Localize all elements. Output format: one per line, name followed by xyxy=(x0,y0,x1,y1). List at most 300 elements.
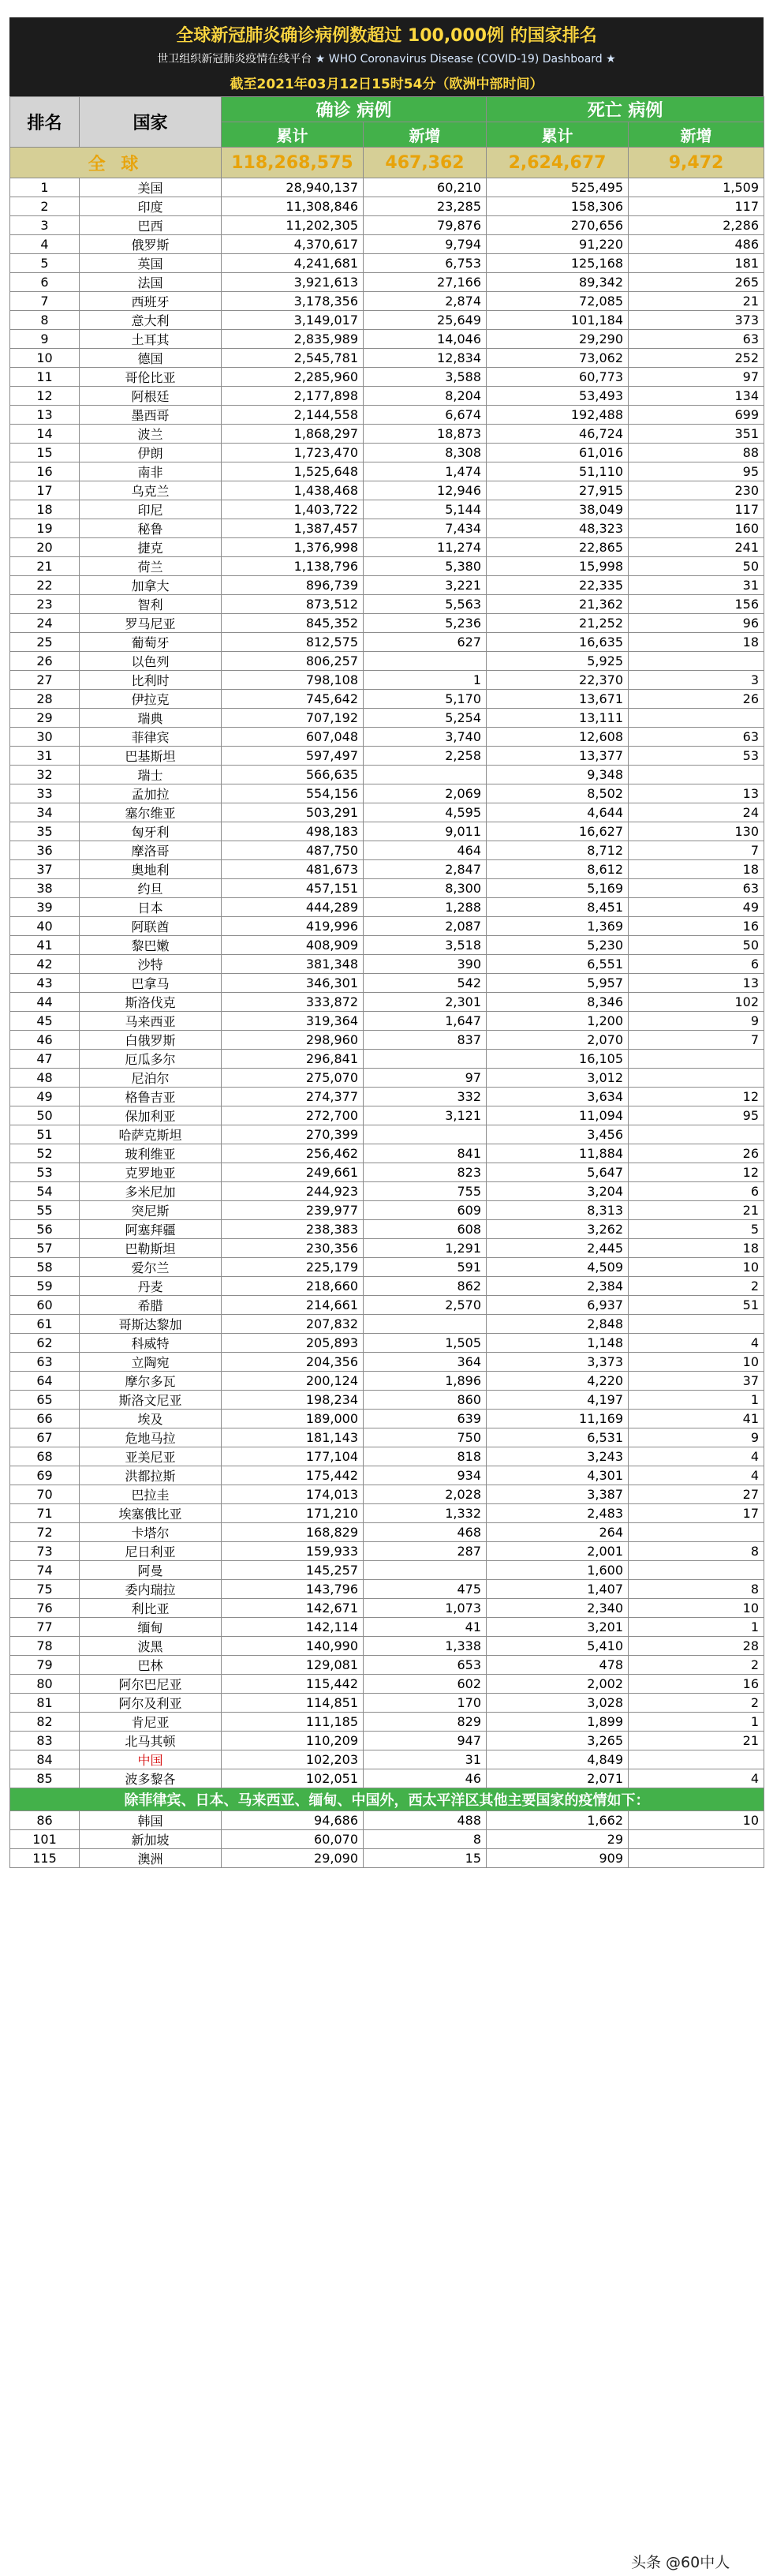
table-row xyxy=(10,1031,764,1050)
table-row xyxy=(10,292,764,311)
cell-country: 黎巴嫩 xyxy=(80,936,222,955)
table-row xyxy=(10,1466,764,1485)
cell-new_deaths: 12 xyxy=(629,1163,764,1182)
cell-new_confirmed: 31 xyxy=(364,1750,487,1769)
western-pacific-note: 除菲律宾、日本、马来西亚、缅甸、中国外，西太平洋区其他主要国家的疫情如下： xyxy=(10,1788,764,1811)
cell-country: 瑞典 xyxy=(80,709,222,728)
cell-confirmed: 168,829 xyxy=(222,1523,364,1542)
cell-new_confirmed: 79,876 xyxy=(364,216,487,235)
table-row xyxy=(10,1182,764,1201)
cell-new_deaths: 3 xyxy=(629,671,764,690)
cell-new_confirmed: 5,236 xyxy=(364,614,487,633)
cell-rank: 66 xyxy=(10,1410,80,1428)
cell-new_confirmed: 287 xyxy=(364,1542,487,1561)
cell-new_confirmed: 390 xyxy=(364,955,487,974)
cell-confirmed: 381,348 xyxy=(222,955,364,974)
cell-rank: 115 xyxy=(10,1849,80,1868)
cell-rank: 30 xyxy=(10,728,80,747)
cell-new_confirmed: 5,380 xyxy=(364,557,487,576)
extra-country-rows xyxy=(10,1811,764,1868)
cell-rank: 10 xyxy=(10,349,80,368)
cell-deaths: 2,384 xyxy=(487,1277,629,1296)
cell-confirmed: 204,356 xyxy=(222,1353,364,1372)
table-row xyxy=(10,1849,764,1868)
table-row xyxy=(10,709,764,728)
table-row xyxy=(10,197,764,216)
cell-new_confirmed: 27,166 xyxy=(364,273,487,292)
cell-new_confirmed: 12,946 xyxy=(364,481,487,500)
cell-rank: 37 xyxy=(10,860,80,879)
cell-new_deaths: 50 xyxy=(629,936,764,955)
table-row xyxy=(10,1372,764,1391)
cell-confirmed: 110,209 xyxy=(222,1732,364,1750)
country-header: 国家 xyxy=(80,97,222,148)
cell-country: 美国 xyxy=(80,178,222,197)
global-row xyxy=(10,148,764,178)
cell-new_deaths xyxy=(629,1069,764,1088)
cell-deaths: 2,848 xyxy=(487,1315,629,1334)
cell-country: 法国 xyxy=(80,273,222,292)
cell-new_deaths xyxy=(629,1523,764,1542)
cell-new_confirmed: 5,254 xyxy=(364,709,487,728)
table-row xyxy=(10,1447,764,1466)
cell-rank: 18 xyxy=(10,500,80,519)
cell-country: 埃及 xyxy=(80,1410,222,1428)
cell-deaths: 16,635 xyxy=(487,633,629,652)
cell-new_confirmed: 8 xyxy=(364,1830,487,1849)
cell-new_confirmed: 12,834 xyxy=(364,349,487,368)
global-confirmed: 118,268,575 xyxy=(222,148,364,178)
cell-country: 阿根廷 xyxy=(80,387,222,406)
cell-new_deaths: 160 xyxy=(629,519,764,538)
cell-confirmed: 225,179 xyxy=(222,1258,364,1277)
cell-new_confirmed: 488 xyxy=(364,1811,487,1830)
cell-confirmed: 1,868,297 xyxy=(222,425,364,444)
cell-confirmed: 346,301 xyxy=(222,974,364,993)
cell-new_deaths: 351 xyxy=(629,425,764,444)
cell-new_deaths: 4 xyxy=(629,1334,764,1353)
confirmed-new-header: 新增 xyxy=(364,122,487,148)
cell-new_deaths: 24 xyxy=(629,803,764,822)
cell-new_confirmed: 841 xyxy=(364,1144,487,1163)
cell-new_deaths: 102 xyxy=(629,993,764,1012)
cell-deaths: 2,340 xyxy=(487,1599,629,1618)
cell-rank: 48 xyxy=(10,1069,80,1088)
cell-rank: 39 xyxy=(10,898,80,917)
cell-rank: 36 xyxy=(10,841,80,860)
cell-country: 西班牙 xyxy=(80,292,222,311)
cell-new_deaths: 26 xyxy=(629,690,764,709)
cell-new_deaths: 156 xyxy=(629,595,764,614)
cell-new_confirmed: 1,338 xyxy=(364,1637,487,1656)
table-row xyxy=(10,1504,764,1523)
cell-country: 白俄罗斯 xyxy=(80,1031,222,1050)
cell-confirmed: 28,940,137 xyxy=(222,178,364,197)
cell-new_confirmed: 7,434 xyxy=(364,519,487,538)
cell-new_confirmed: 5,563 xyxy=(364,595,487,614)
table-row xyxy=(10,1201,764,1220)
cell-new_confirmed: 2,570 xyxy=(364,1296,487,1315)
cell-deaths: 6,531 xyxy=(487,1428,629,1447)
cell-new_deaths: 63 xyxy=(629,330,764,349)
cell-rank: 15 xyxy=(10,444,80,462)
cell-new_confirmed: 837 xyxy=(364,1031,487,1050)
table-row xyxy=(10,803,764,822)
cell-confirmed: 2,545,781 xyxy=(222,349,364,368)
cell-deaths: 2,001 xyxy=(487,1542,629,1561)
global-new-confirmed: 467,362 xyxy=(364,148,487,178)
cell-new_deaths xyxy=(629,1750,764,1769)
cell-new_deaths xyxy=(629,1561,764,1580)
cell-country: 亚美尼亚 xyxy=(80,1447,222,1466)
cell-country: 摩洛哥 xyxy=(80,841,222,860)
cell-deaths: 3,456 xyxy=(487,1125,629,1144)
cell-deaths: 6,937 xyxy=(487,1296,629,1315)
cell-new_confirmed: 823 xyxy=(364,1163,487,1182)
cell-confirmed: 198,234 xyxy=(222,1391,364,1410)
cell-rank: 47 xyxy=(10,1050,80,1069)
cell-rank: 2 xyxy=(10,197,80,216)
table-row xyxy=(10,1830,764,1849)
cell-new_deaths: 21 xyxy=(629,1201,764,1220)
cell-rank: 50 xyxy=(10,1106,80,1125)
cell-country: 意大利 xyxy=(80,311,222,330)
cell-confirmed: 11,308,846 xyxy=(222,197,364,216)
cell-rank: 85 xyxy=(10,1769,80,1788)
cell-confirmed: 2,144,558 xyxy=(222,406,364,425)
table-row xyxy=(10,917,764,936)
cell-confirmed: 205,893 xyxy=(222,1334,364,1353)
cell-country: 爱尔兰 xyxy=(80,1258,222,1277)
cell-country: 北马其顿 xyxy=(80,1732,222,1750)
cell-new_confirmed: 170 xyxy=(364,1694,487,1713)
cell-country: 斯洛伐克 xyxy=(80,993,222,1012)
cell-deaths: 1,407 xyxy=(487,1580,629,1599)
cell-confirmed: 11,202,305 xyxy=(222,216,364,235)
cell-new_deaths: 28 xyxy=(629,1637,764,1656)
cell-new_confirmed: 1,291 xyxy=(364,1239,487,1258)
cell-new_confirmed: 653 xyxy=(364,1656,487,1675)
cell-country: 土耳其 xyxy=(80,330,222,349)
table-row xyxy=(10,1050,764,1069)
cell-rank: 32 xyxy=(10,766,80,784)
cell-deaths: 3,012 xyxy=(487,1069,629,1088)
cell-new_deaths: 97 xyxy=(629,368,764,387)
cell-country: 希腊 xyxy=(80,1296,222,1315)
table-row xyxy=(10,728,764,747)
cell-country: 阿塞拜疆 xyxy=(80,1220,222,1239)
cell-new_deaths: 63 xyxy=(629,879,764,898)
cell-country: 哥伦比亚 xyxy=(80,368,222,387)
table-row xyxy=(10,898,764,917)
cell-new_confirmed: 23,285 xyxy=(364,197,487,216)
cell-new_deaths: 4 xyxy=(629,1466,764,1485)
cell-rank: 76 xyxy=(10,1599,80,1618)
cell-country: 瑞士 xyxy=(80,766,222,784)
cell-deaths: 9,348 xyxy=(487,766,629,784)
cell-country: 南非 xyxy=(80,462,222,481)
cell-deaths: 5,957 xyxy=(487,974,629,993)
cell-rank: 13 xyxy=(10,406,80,425)
cell-new_deaths: 12 xyxy=(629,1088,764,1106)
cell-country: 中国 xyxy=(80,1750,222,1769)
cell-new_confirmed: 5,170 xyxy=(364,690,487,709)
cell-deaths: 478 xyxy=(487,1656,629,1675)
cell-rank: 59 xyxy=(10,1277,80,1296)
cell-confirmed: 272,700 xyxy=(222,1106,364,1125)
table-row xyxy=(10,311,764,330)
cell-country: 菲律宾 xyxy=(80,728,222,747)
cell-new_deaths: 41 xyxy=(629,1410,764,1428)
cell-rank: 34 xyxy=(10,803,80,822)
cell-country: 葡萄牙 xyxy=(80,633,222,652)
country-rows xyxy=(10,178,764,1788)
cell-new_confirmed: 1,288 xyxy=(364,898,487,917)
cell-confirmed: 111,185 xyxy=(222,1713,364,1732)
cell-deaths: 61,016 xyxy=(487,444,629,462)
note-row xyxy=(10,1788,764,1811)
cell-new_deaths: 10 xyxy=(629,1599,764,1618)
cell-country: 奥地利 xyxy=(80,860,222,879)
cell-confirmed: 115,442 xyxy=(222,1675,364,1694)
cell-rank: 28 xyxy=(10,690,80,709)
cell-confirmed: 745,642 xyxy=(222,690,364,709)
cell-new_confirmed: 1,332 xyxy=(364,1504,487,1523)
cell-new_deaths: 486 xyxy=(629,235,764,254)
cell-deaths: 8,313 xyxy=(487,1201,629,1220)
cell-new_confirmed: 9,794 xyxy=(364,235,487,254)
cell-country: 保加利亚 xyxy=(80,1106,222,1125)
cell-new_deaths: 7 xyxy=(629,1031,764,1050)
cell-confirmed: 798,108 xyxy=(222,671,364,690)
cell-rank: 17 xyxy=(10,481,80,500)
cell-new_confirmed: 829 xyxy=(364,1713,487,1732)
cell-confirmed: 444,289 xyxy=(222,898,364,917)
cell-confirmed: 812,575 xyxy=(222,633,364,652)
timestamp: 截至2021年03月12日15时54分（欧洲中部时间） xyxy=(230,77,543,92)
cell-rank: 54 xyxy=(10,1182,80,1201)
cell-rank: 20 xyxy=(10,538,80,557)
cell-new_confirmed: 2,028 xyxy=(364,1485,487,1504)
table-row xyxy=(10,1088,764,1106)
cell-country: 印尼 xyxy=(80,500,222,519)
cell-confirmed: 2,177,898 xyxy=(222,387,364,406)
table-row xyxy=(10,633,764,652)
cell-country: 智利 xyxy=(80,595,222,614)
cell-confirmed: 319,364 xyxy=(222,1012,364,1031)
cell-new_deaths: 49 xyxy=(629,898,764,917)
cell-new_confirmed: 1,474 xyxy=(364,462,487,481)
cell-deaths: 15,998 xyxy=(487,557,629,576)
table-row xyxy=(10,1599,764,1618)
cell-confirmed: 60,070 xyxy=(222,1830,364,1849)
table-row xyxy=(10,974,764,993)
cell-confirmed: 200,124 xyxy=(222,1372,364,1391)
cell-confirmed: 873,512 xyxy=(222,595,364,614)
cell-deaths: 4,301 xyxy=(487,1466,629,1485)
cell-new_confirmed: 2,301 xyxy=(364,993,487,1012)
table-row xyxy=(10,1732,764,1750)
cell-deaths: 51,110 xyxy=(487,462,629,481)
cell-rank: 27 xyxy=(10,671,80,690)
table-row xyxy=(10,1410,764,1428)
cell-new_confirmed xyxy=(364,652,487,671)
cell-country: 波多黎各 xyxy=(80,1769,222,1788)
table-row xyxy=(10,614,764,633)
cell-country: 加拿大 xyxy=(80,576,222,595)
cell-confirmed: 4,370,617 xyxy=(222,235,364,254)
table-row xyxy=(10,860,764,879)
cell-deaths: 53,493 xyxy=(487,387,629,406)
cell-deaths: 525,495 xyxy=(487,178,629,197)
cell-confirmed: 296,841 xyxy=(222,1050,364,1069)
cell-new_deaths: 2 xyxy=(629,1656,764,1675)
cell-country: 塞尔维亚 xyxy=(80,803,222,822)
cell-country: 肯尼亚 xyxy=(80,1713,222,1732)
cell-new_confirmed: 1,073 xyxy=(364,1599,487,1618)
cell-country: 伊拉克 xyxy=(80,690,222,709)
table-row xyxy=(10,595,764,614)
cell-country: 洪都拉斯 xyxy=(80,1466,222,1485)
cell-country: 厄瓜多尔 xyxy=(80,1050,222,1069)
cell-rank: 72 xyxy=(10,1523,80,1542)
cell-rank: 42 xyxy=(10,955,80,974)
table-row xyxy=(10,368,764,387)
table-row xyxy=(10,747,764,766)
cell-new_deaths: 117 xyxy=(629,500,764,519)
cell-country: 埃塞俄比亚 xyxy=(80,1504,222,1523)
table-row xyxy=(10,349,764,368)
cell-deaths: 22,335 xyxy=(487,576,629,595)
cell-rank: 81 xyxy=(10,1694,80,1713)
cell-rank: 65 xyxy=(10,1391,80,1410)
cell-new_deaths: 95 xyxy=(629,462,764,481)
cell-deaths: 16,105 xyxy=(487,1050,629,1069)
cell-rank: 56 xyxy=(10,1220,80,1239)
table-row xyxy=(10,1428,764,1447)
table-row xyxy=(10,936,764,955)
cell-deaths: 2,070 xyxy=(487,1031,629,1050)
cell-rank: 80 xyxy=(10,1675,80,1694)
global-deaths: 2,624,677 xyxy=(487,148,629,178)
cell-country: 伊朗 xyxy=(80,444,222,462)
cell-confirmed: 145,257 xyxy=(222,1561,364,1580)
cell-confirmed: 845,352 xyxy=(222,614,364,633)
table-row xyxy=(10,955,764,974)
cell-new_confirmed: 18,873 xyxy=(364,425,487,444)
cell-new_deaths: 8 xyxy=(629,1580,764,1599)
cell-country: 孟加拉 xyxy=(80,784,222,803)
cell-country: 摩尔多瓦 xyxy=(80,1372,222,1391)
cell-new_confirmed: 3,588 xyxy=(364,368,487,387)
table-row xyxy=(10,1750,764,1769)
cell-new_confirmed: 3,740 xyxy=(364,728,487,747)
cell-deaths: 48,323 xyxy=(487,519,629,538)
cell-new_confirmed: 639 xyxy=(364,1410,487,1428)
cell-confirmed: 457,151 xyxy=(222,879,364,898)
table-row xyxy=(10,235,764,254)
cell-deaths: 1,600 xyxy=(487,1561,629,1580)
table-row xyxy=(10,690,764,709)
cell-new_confirmed: 364 xyxy=(364,1353,487,1372)
cell-new_confirmed: 3,221 xyxy=(364,576,487,595)
cell-rank: 67 xyxy=(10,1428,80,1447)
cell-confirmed: 498,183 xyxy=(222,822,364,841)
cell-confirmed: 274,377 xyxy=(222,1088,364,1106)
cell-rank: 46 xyxy=(10,1031,80,1050)
cell-new_deaths: 4 xyxy=(629,1447,764,1466)
cell-deaths: 192,488 xyxy=(487,406,629,425)
cell-new_confirmed: 97 xyxy=(364,1069,487,1088)
cell-new_deaths: 4 xyxy=(629,1769,764,1788)
table-row xyxy=(10,1315,764,1334)
cell-deaths: 29 xyxy=(487,1830,629,1849)
cell-new_deaths: 10 xyxy=(629,1353,764,1372)
cell-new_confirmed: 11,274 xyxy=(364,538,487,557)
cell-deaths: 73,062 xyxy=(487,349,629,368)
cell-rank: 53 xyxy=(10,1163,80,1182)
table-row xyxy=(10,1106,764,1125)
cell-rank: 75 xyxy=(10,1580,80,1599)
cell-rank: 19 xyxy=(10,519,80,538)
cell-confirmed: 159,933 xyxy=(222,1542,364,1561)
cell-rank: 57 xyxy=(10,1239,80,1258)
cell-new_confirmed: 468 xyxy=(364,1523,487,1542)
cell-new_deaths: 8 xyxy=(629,1542,764,1561)
cell-country: 多米尼加 xyxy=(80,1182,222,1201)
cell-deaths: 13,111 xyxy=(487,709,629,728)
cell-confirmed: 140,990 xyxy=(222,1637,364,1656)
page-title: 全球新冠肺炎确诊病例数超过 100,000例 的国家排名 xyxy=(176,26,597,46)
cell-deaths: 2,483 xyxy=(487,1504,629,1523)
cell-new_deaths: 21 xyxy=(629,292,764,311)
cell-rank: 7 xyxy=(10,292,80,311)
cell-country: 哈萨克斯坦 xyxy=(80,1125,222,1144)
cell-deaths: 5,925 xyxy=(487,652,629,671)
cell-confirmed: 142,671 xyxy=(222,1599,364,1618)
cell-rank: 84 xyxy=(10,1750,80,1769)
cell-country: 玻利维亚 xyxy=(80,1144,222,1163)
cell-new_deaths: 241 xyxy=(629,538,764,557)
cell-deaths: 3,028 xyxy=(487,1694,629,1713)
cell-deaths: 12,608 xyxy=(487,728,629,747)
cell-rank: 77 xyxy=(10,1618,80,1637)
cell-confirmed: 1,525,648 xyxy=(222,462,364,481)
cell-confirmed: 896,739 xyxy=(222,576,364,595)
cell-confirmed: 244,923 xyxy=(222,1182,364,1201)
cell-confirmed: 487,750 xyxy=(222,841,364,860)
table-row xyxy=(10,652,764,671)
cell-country: 新加坡 xyxy=(80,1830,222,1849)
cell-rank: 61 xyxy=(10,1315,80,1334)
cell-rank: 4 xyxy=(10,235,80,254)
cell-rank: 82 xyxy=(10,1713,80,1732)
source-line xyxy=(9,51,764,66)
cell-confirmed: 171,210 xyxy=(222,1504,364,1523)
cell-confirmed: 270,399 xyxy=(222,1125,364,1144)
cell-new_deaths: 17 xyxy=(629,1504,764,1523)
cell-rank: 51 xyxy=(10,1125,80,1144)
cell-deaths: 21,252 xyxy=(487,614,629,633)
cell-rank: 5 xyxy=(10,254,80,273)
cell-new_confirmed: 25,649 xyxy=(364,311,487,330)
cell-deaths: 38,049 xyxy=(487,500,629,519)
cell-new_confirmed: 860 xyxy=(364,1391,487,1410)
cell-rank: 79 xyxy=(10,1656,80,1675)
deaths-new-header: 新增 xyxy=(629,122,764,148)
cell-country: 比利时 xyxy=(80,671,222,690)
global-label: 全 球 xyxy=(10,148,222,178)
